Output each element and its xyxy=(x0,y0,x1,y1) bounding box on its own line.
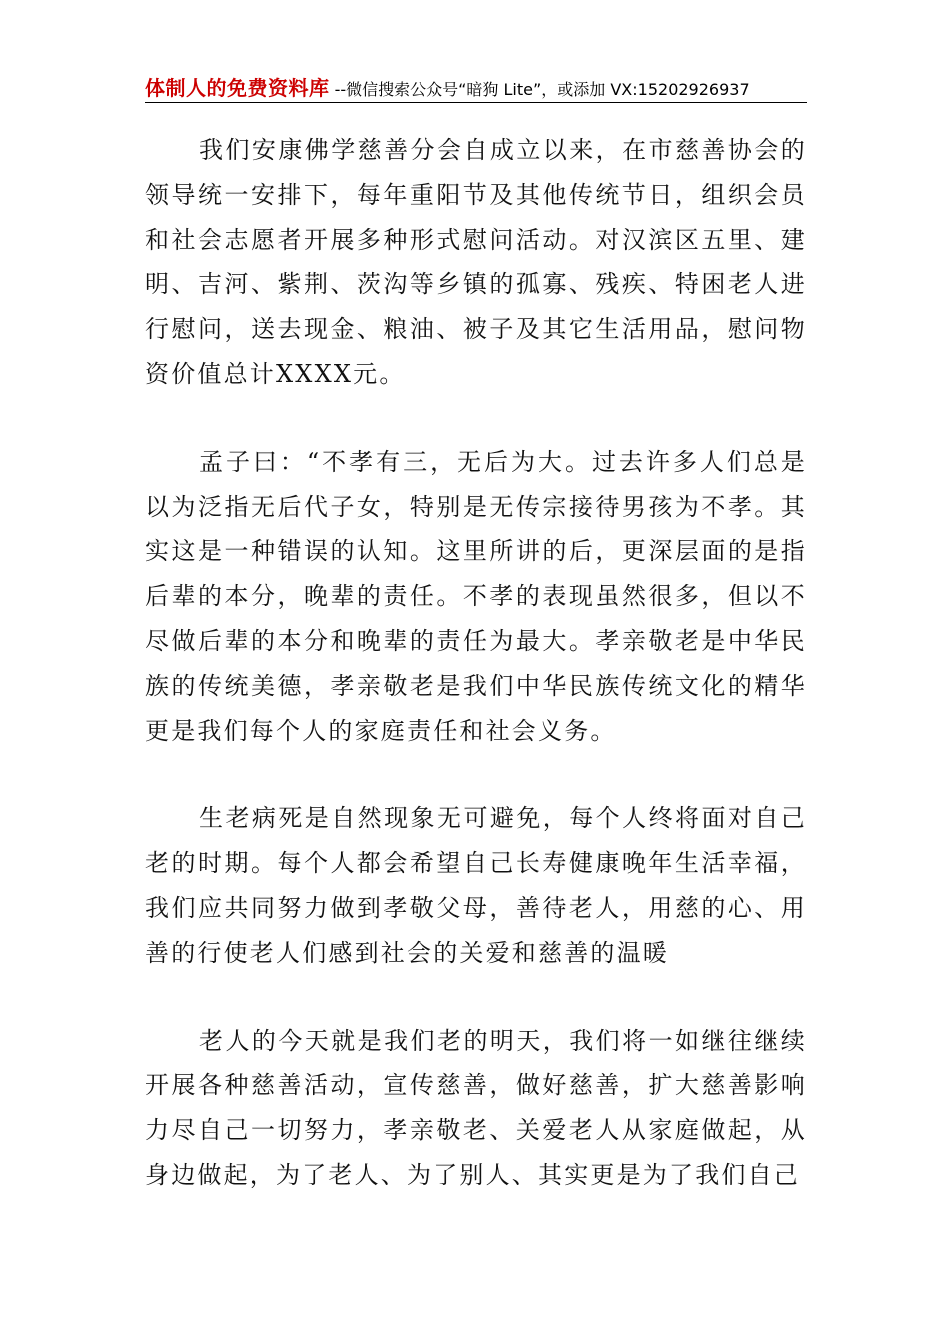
paragraph-life-and-aging: 生老病死是自然现象无可避免，每个人终将面对自己老的时期。每个人都会希望自己长寿健康晚年生活幸福，我们应共同努力做到孝敬父母，善待老人，用慈的心、用善的行使老人们感到社会的关爱和慈善的温暖 xyxy=(145,804,807,967)
header-contact-info: --微信搜索公众号“暗狗 Lite”，或添加 VX:15202926937 xyxy=(329,80,750,99)
page-header xyxy=(145,72,807,103)
paragraph-future-commitment: 老人的今天就是我们老的明天，我们将一如继往继续开展各种慈善活动，宣传慈善，做好慈善，扩大慈善影响力尽自己一切努力，孝亲敬老、关爱老人从家庭做起，从身边做起，为了老人、为了别人、其实更是为了我们自己 xyxy=(145,1026,807,1189)
header-brand-title: 体制人的免费资料库 xyxy=(145,76,330,100)
paragraph-charity-activities: 我们安康佛学慈善分会自成立以来，在市慈善协会的领导统一安排下，每年重阳节及其他传统节日，组织会员和社会志愿者开展多种形式慰问活动。对汉滨区五里、建明、吉河、紫荆、茨沟等乡镇的孤寡、残疾、特困老人进行慰问，送去现金、粮油、被子及其它生活用品，慰问物资价值总计XXXX元。 xyxy=(145,136,807,388)
document-body xyxy=(145,128,807,1241)
paragraph-filial-piety: 孟子曰：“不孝有三，无后为大。过去许多人们总是以为泛指无后代子女，特别是无传宗接待男孩为不孝。其实这是一种错误的认知。这里所讲的后，更深层面的是指后辈的本分，晚辈的责任。不孝的表现虽然很多，但以不尽做后辈的本分和晚辈的责任为最大。孝亲敬老是中华民族的传统美德，孝亲敬老是我们中华民族传统文化的精华更是我们每个人的家庭责任和社会义务。 xyxy=(145,447,807,745)
